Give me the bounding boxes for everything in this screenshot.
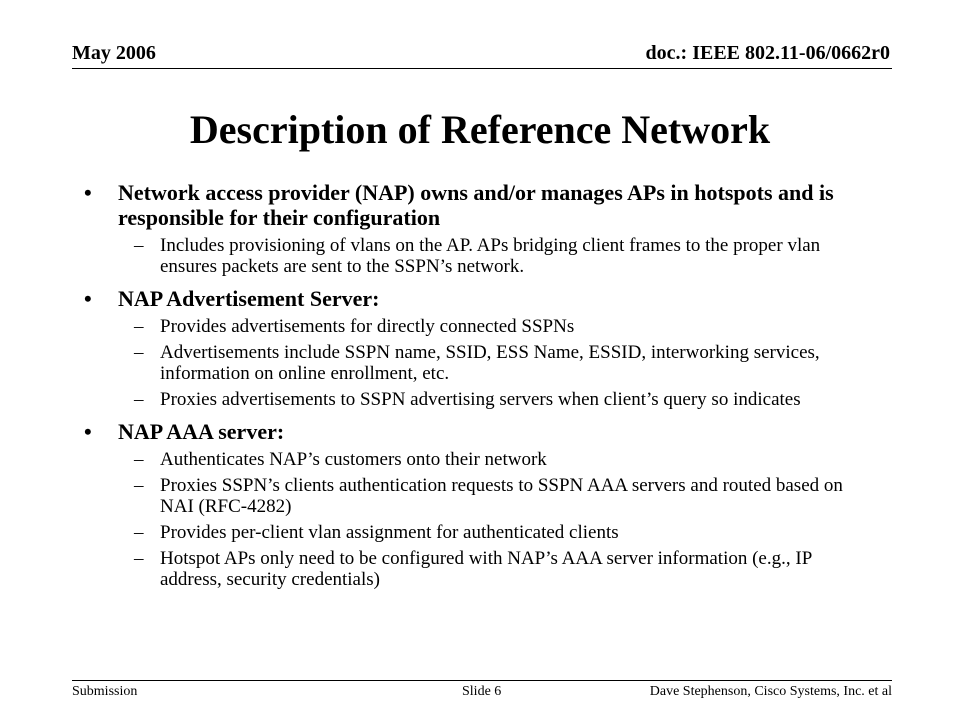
footer-slide-number: Slide 6 xyxy=(462,684,502,699)
dash-marker: – xyxy=(134,389,144,410)
bullet-marker: • xyxy=(84,419,92,444)
dash-marker: – xyxy=(134,316,144,337)
footer-submission: Submission xyxy=(72,684,138,699)
bullet-text: Network access provider (NAP) owns and/or manages APs in hotspots and is responsible for their configuration xyxy=(118,180,834,230)
footer-divider xyxy=(72,680,892,681)
dash-marker: – xyxy=(134,342,144,363)
sub-bullet-item xyxy=(84,548,874,590)
header-date: May 2006 xyxy=(72,42,156,64)
bullet-item xyxy=(84,286,874,311)
bullet-text: NAP Advertisement Server: xyxy=(118,286,380,311)
dash-marker: – xyxy=(134,235,144,256)
sub-bullet-item xyxy=(84,342,874,384)
dash-marker: – xyxy=(134,475,144,496)
bullet-text: NAP AAA server: xyxy=(118,419,285,444)
header-doc-id: doc.: IEEE 802.11-06/0662r0 xyxy=(645,42,890,64)
sub-bullet-text: Proxies SSPN’s clients authentication requests to SSPN AAA servers and routed based on NAI (RFC-4282) xyxy=(160,475,843,517)
sub-bullet-text: Provides advertisements for directly connected SSPNs xyxy=(160,316,575,337)
dash-marker: – xyxy=(134,548,144,569)
sub-bullet-item xyxy=(84,449,874,470)
sub-bullet-item xyxy=(84,475,874,517)
sub-bullet-item xyxy=(84,522,874,543)
sub-bullet-text: Hotspot APs only need to be configured with NAP’s AAA server information (e.g., IP address, security credentials) xyxy=(160,548,812,590)
sub-bullet-item xyxy=(84,316,874,337)
sub-bullet-text: Advertisements include SSPN name, SSID, ESS Name, ESSID, interworking services, information on online enrollment, etc. xyxy=(160,342,820,384)
sub-bullet-text: Proxies advertisements to SSPN advertising servers when client’s query so indicates xyxy=(160,389,801,410)
sub-bullet-text: Provides per-client vlan assignment for authenticated clients xyxy=(160,522,619,543)
bullet-marker: • xyxy=(84,286,92,311)
header-divider xyxy=(72,68,892,69)
sub-bullet-text: Includes provisioning of vlans on the AP. APs bridging client frames to the proper vlan ensures packets are sent to the SSPN’s network. xyxy=(160,235,821,277)
sub-bullet-item xyxy=(84,389,874,410)
bullet-item xyxy=(84,180,874,230)
bullet-item xyxy=(84,419,874,444)
bullet-marker: • xyxy=(84,180,92,205)
footer-author: Dave Stephenson, Cisco Systems, Inc. et al xyxy=(649,684,892,699)
dash-marker: – xyxy=(134,449,144,470)
dash-marker: – xyxy=(134,522,144,543)
slide-body xyxy=(84,180,874,595)
sub-bullet-text: Authenticates NAP’s customers onto their network xyxy=(160,449,547,470)
slide-title: Description of Reference Network xyxy=(189,107,771,152)
sub-bullet-item xyxy=(84,235,874,277)
